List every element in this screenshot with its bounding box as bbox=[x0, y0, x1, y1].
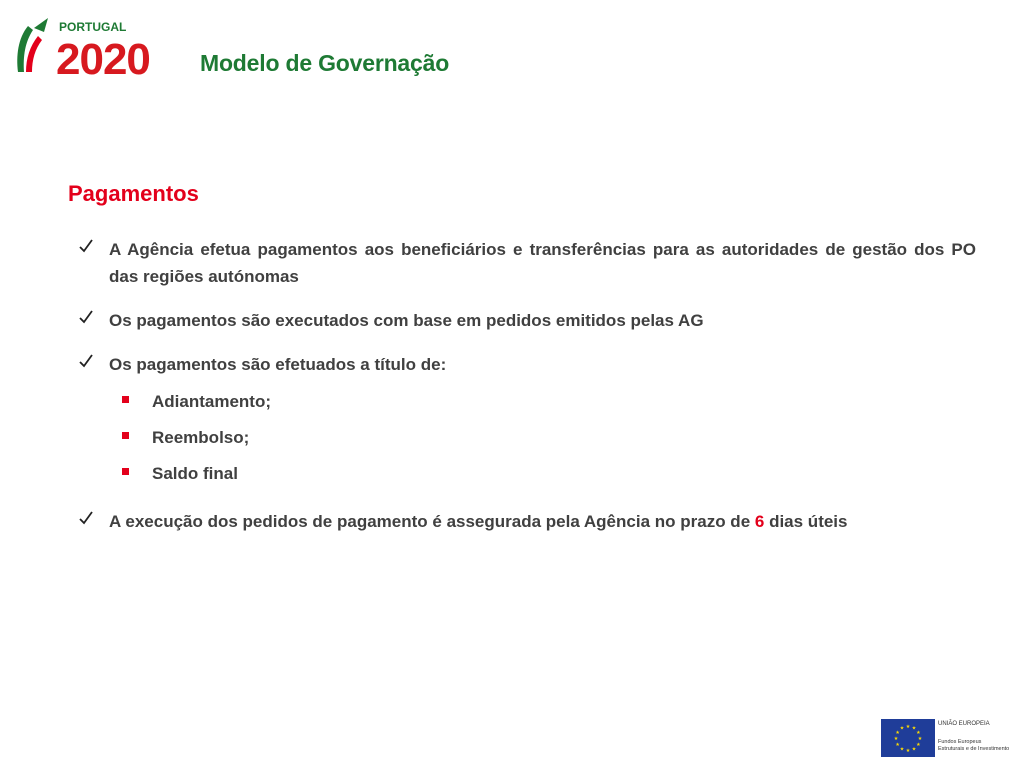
eu-star-icon: ★ bbox=[916, 742, 921, 748]
bullet-text: Os pagamentos são efetuados a título de: bbox=[109, 355, 447, 374]
eu-star-icon: ★ bbox=[917, 736, 923, 742]
square-bullet-icon bbox=[122, 432, 129, 439]
checkmark-icon bbox=[78, 236, 96, 258]
eu-funds-logo bbox=[881, 719, 1021, 759]
checkmark-icon bbox=[78, 508, 96, 530]
bullet-text: A execução dos pedidos de pagamento é assegurada pela Agência no prazo de bbox=[109, 512, 755, 531]
sub-bullet-item bbox=[121, 456, 976, 492]
eu-star-icon: ★ bbox=[911, 746, 917, 753]
eu-star-icon: ★ bbox=[899, 725, 905, 732]
bullet-text: dias úteis bbox=[764, 512, 848, 531]
section-title: Pagamentos bbox=[68, 181, 199, 206]
checkmark-icon bbox=[78, 351, 96, 373]
bullet-item bbox=[78, 236, 976, 290]
bullet-item bbox=[78, 508, 976, 535]
eu-flag-icon bbox=[881, 719, 935, 757]
sub-bullet-text: Adiantamento; bbox=[152, 392, 271, 411]
eu-label: UNIÃO EUROPEIA bbox=[938, 721, 990, 727]
bullet-list bbox=[78, 236, 976, 535]
eu-fund-text bbox=[938, 739, 1009, 753]
bullet-item bbox=[78, 351, 976, 378]
sub-bullet-text: Saldo final bbox=[152, 464, 238, 483]
square-bullet-icon bbox=[122, 396, 129, 403]
sub-bullet-item bbox=[121, 420, 976, 456]
eu-star-icon: ★ bbox=[905, 748, 911, 754]
eu-star-icon: ★ bbox=[893, 736, 899, 742]
eu-fund-line: Estruturais e de Investimento bbox=[938, 746, 1010, 752]
bullet-text: A Agência efetua pagamentos aos beneficiários e transferências para as autoridades de gestão dos PO das regiões autónomas bbox=[109, 240, 976, 286]
logo-country-text: PORTUGAL bbox=[59, 20, 127, 34]
bullet-text: Os pagamentos são executados com base em pedidos emitidos pelas AG bbox=[109, 311, 704, 330]
eu-fund-line: Fundos Europeus bbox=[938, 739, 982, 745]
eu-star-icon: ★ bbox=[895, 730, 900, 736]
square-bullet-icon bbox=[122, 468, 129, 475]
sub-bullet-item bbox=[121, 384, 976, 420]
eu-star-icon: ★ bbox=[905, 724, 911, 730]
portugal-2020-logo bbox=[14, 16, 194, 78]
sub-bullet-list bbox=[121, 384, 976, 492]
sub-bullet-text: Reembolso; bbox=[152, 428, 250, 447]
eu-star-icon: ★ bbox=[895, 742, 900, 748]
highlight-number: 6 bbox=[754, 512, 765, 531]
eu-star-icon: ★ bbox=[899, 746, 905, 753]
logo-year-text: 2020 bbox=[56, 35, 150, 78]
eu-star-icon: ★ bbox=[916, 730, 921, 736]
page-title: Modelo de Governação bbox=[200, 50, 450, 76]
bullet-item bbox=[78, 307, 976, 334]
checkmark-icon bbox=[78, 307, 96, 329]
eu-star-icon: ★ bbox=[911, 725, 917, 732]
